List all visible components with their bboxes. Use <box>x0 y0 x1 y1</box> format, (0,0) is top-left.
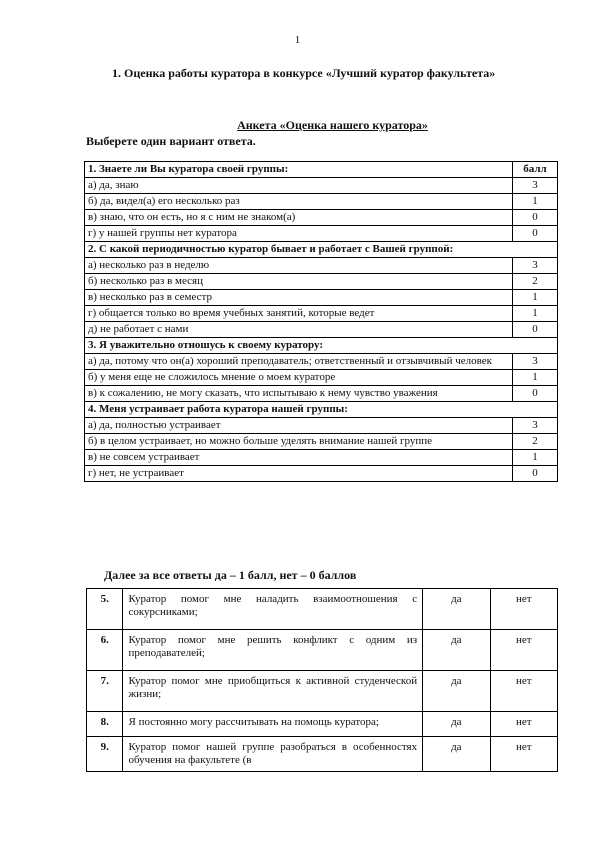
question-row <box>85 338 558 354</box>
question-text: 4. Меня устраивает работа куратора нашей группы: <box>85 402 558 418</box>
option-row <box>85 178 558 194</box>
option-row <box>85 210 558 226</box>
option-row <box>85 354 558 370</box>
statements-table <box>86 588 558 772</box>
option-score: 3 <box>513 418 558 434</box>
option-score: 0 <box>513 226 558 242</box>
option-row <box>85 434 558 450</box>
statement-text: Куратор помог мне наладить взаимоотношения с сокурсниками; <box>123 589 423 630</box>
option-score: 3 <box>513 354 558 370</box>
option-text: в) не совсем устраивает <box>85 450 513 466</box>
option-row <box>85 290 558 306</box>
question-text: 3. Я уважительно отношусь к своему куратору: <box>85 338 558 354</box>
answer-no: нет <box>490 630 557 671</box>
statement-row <box>87 589 558 630</box>
option-score: 1 <box>513 306 558 322</box>
option-text: в) к сожалению, не могу сказать, что испытываю к нему чувство уважения <box>85 386 513 402</box>
question-text: 2. С какой периодичностью куратор бывает и работает с Вашей группой: <box>85 242 558 258</box>
option-text: в) несколько раз в семестр <box>85 290 513 306</box>
option-row <box>85 306 558 322</box>
answer-yes: да <box>423 737 490 772</box>
question-text: 1. Знаете ли Вы куратора своей группы: <box>85 162 513 178</box>
instruction-text: Выберете один вариант ответа. <box>86 134 256 148</box>
option-score: 0 <box>513 210 558 226</box>
option-text: в) знаю, что он есть, но я с ним не знаком(а) <box>85 210 513 226</box>
statement-row <box>87 712 558 737</box>
answer-yes: да <box>423 671 490 712</box>
statement-number: 5. <box>87 589 123 630</box>
statement-row <box>87 737 558 772</box>
questions-table <box>84 161 558 482</box>
statement-text: Я постоянно могу рассчитывать на помощь куратора; <box>123 712 423 737</box>
option-score: 3 <box>513 258 558 274</box>
answer-yes: да <box>423 589 490 630</box>
statement-text: Куратор помог нашей группе разобраться в особенностях обучения на факультете (в <box>123 737 423 772</box>
option-row <box>85 226 558 242</box>
option-text: а) да, полностью устраивает <box>85 418 513 434</box>
option-text: а) да, потому что он(а) хороший преподаватель; ответственный и отзывчивый человек <box>85 354 513 370</box>
option-text: б) в целом устраивает, но можно больше уделять внимание нашей группе <box>85 434 513 450</box>
score-header: балл <box>513 162 558 178</box>
option-text: г) у нашей группы нет куратора <box>85 226 513 242</box>
option-text: г) общается только во время учебных занятий, которые ведет <box>85 306 513 322</box>
section-heading-text: Оценка работы куратора в конкурсе «Лучший куратор факультета» <box>124 66 496 80</box>
option-row <box>85 386 558 402</box>
answer-yes: да <box>423 712 490 737</box>
option-score: 0 <box>513 466 558 482</box>
answer-no: нет <box>490 737 557 772</box>
option-score: 3 <box>513 178 558 194</box>
option-row <box>85 258 558 274</box>
option-row <box>85 274 558 290</box>
statement-row <box>87 671 558 712</box>
option-row <box>85 450 558 466</box>
option-row <box>85 466 558 482</box>
section-heading-number: 1. <box>112 66 121 80</box>
option-text: а) да, знаю <box>85 178 513 194</box>
statement-number: 9. <box>87 737 123 772</box>
answer-yes: да <box>423 630 490 671</box>
option-score: 0 <box>513 322 558 338</box>
option-text: а) несколько раз в неделю <box>85 258 513 274</box>
scoring-note: Далее за все ответы да – 1 балл, нет – 0 баллов <box>104 568 357 582</box>
option-row <box>85 322 558 338</box>
option-text: б) у меня еще не сложилось мнение о моем кураторе <box>85 370 513 386</box>
question-row <box>85 402 558 418</box>
question-row <box>85 162 558 178</box>
option-score: 1 <box>513 370 558 386</box>
option-row <box>85 370 558 386</box>
option-score: 1 <box>513 194 558 210</box>
survey-title: Анкета «Оценка нашего куратора» <box>237 118 428 132</box>
option-score: 1 <box>513 290 558 306</box>
option-row <box>85 418 558 434</box>
option-score: 0 <box>513 386 558 402</box>
option-row <box>85 194 558 210</box>
section-heading <box>86 66 552 81</box>
statement-number: 7. <box>87 671 123 712</box>
question-row <box>85 242 558 258</box>
answer-no: нет <box>490 589 557 630</box>
option-score: 2 <box>513 434 558 450</box>
option-score: 1 <box>513 450 558 466</box>
option-text: б) несколько раз в месяц <box>85 274 513 290</box>
statement-text: Куратор помог мне приобщиться к активной студенческой жизни; <box>123 671 423 712</box>
option-score: 2 <box>513 274 558 290</box>
page-number: 1 <box>294 34 301 46</box>
statement-row <box>87 630 558 671</box>
statement-number: 6. <box>87 630 123 671</box>
option-text: д) не работает с нами <box>85 322 513 338</box>
answer-no: нет <box>490 671 557 712</box>
answer-no: нет <box>490 712 557 737</box>
statement-text: Куратор помог мне решить конфликт с одним из преподавателей; <box>123 630 423 671</box>
option-text: б) да, видел(а) его несколько раз <box>85 194 513 210</box>
statement-number: 8. <box>87 712 123 737</box>
option-text: г) нет, не устраивает <box>85 466 513 482</box>
